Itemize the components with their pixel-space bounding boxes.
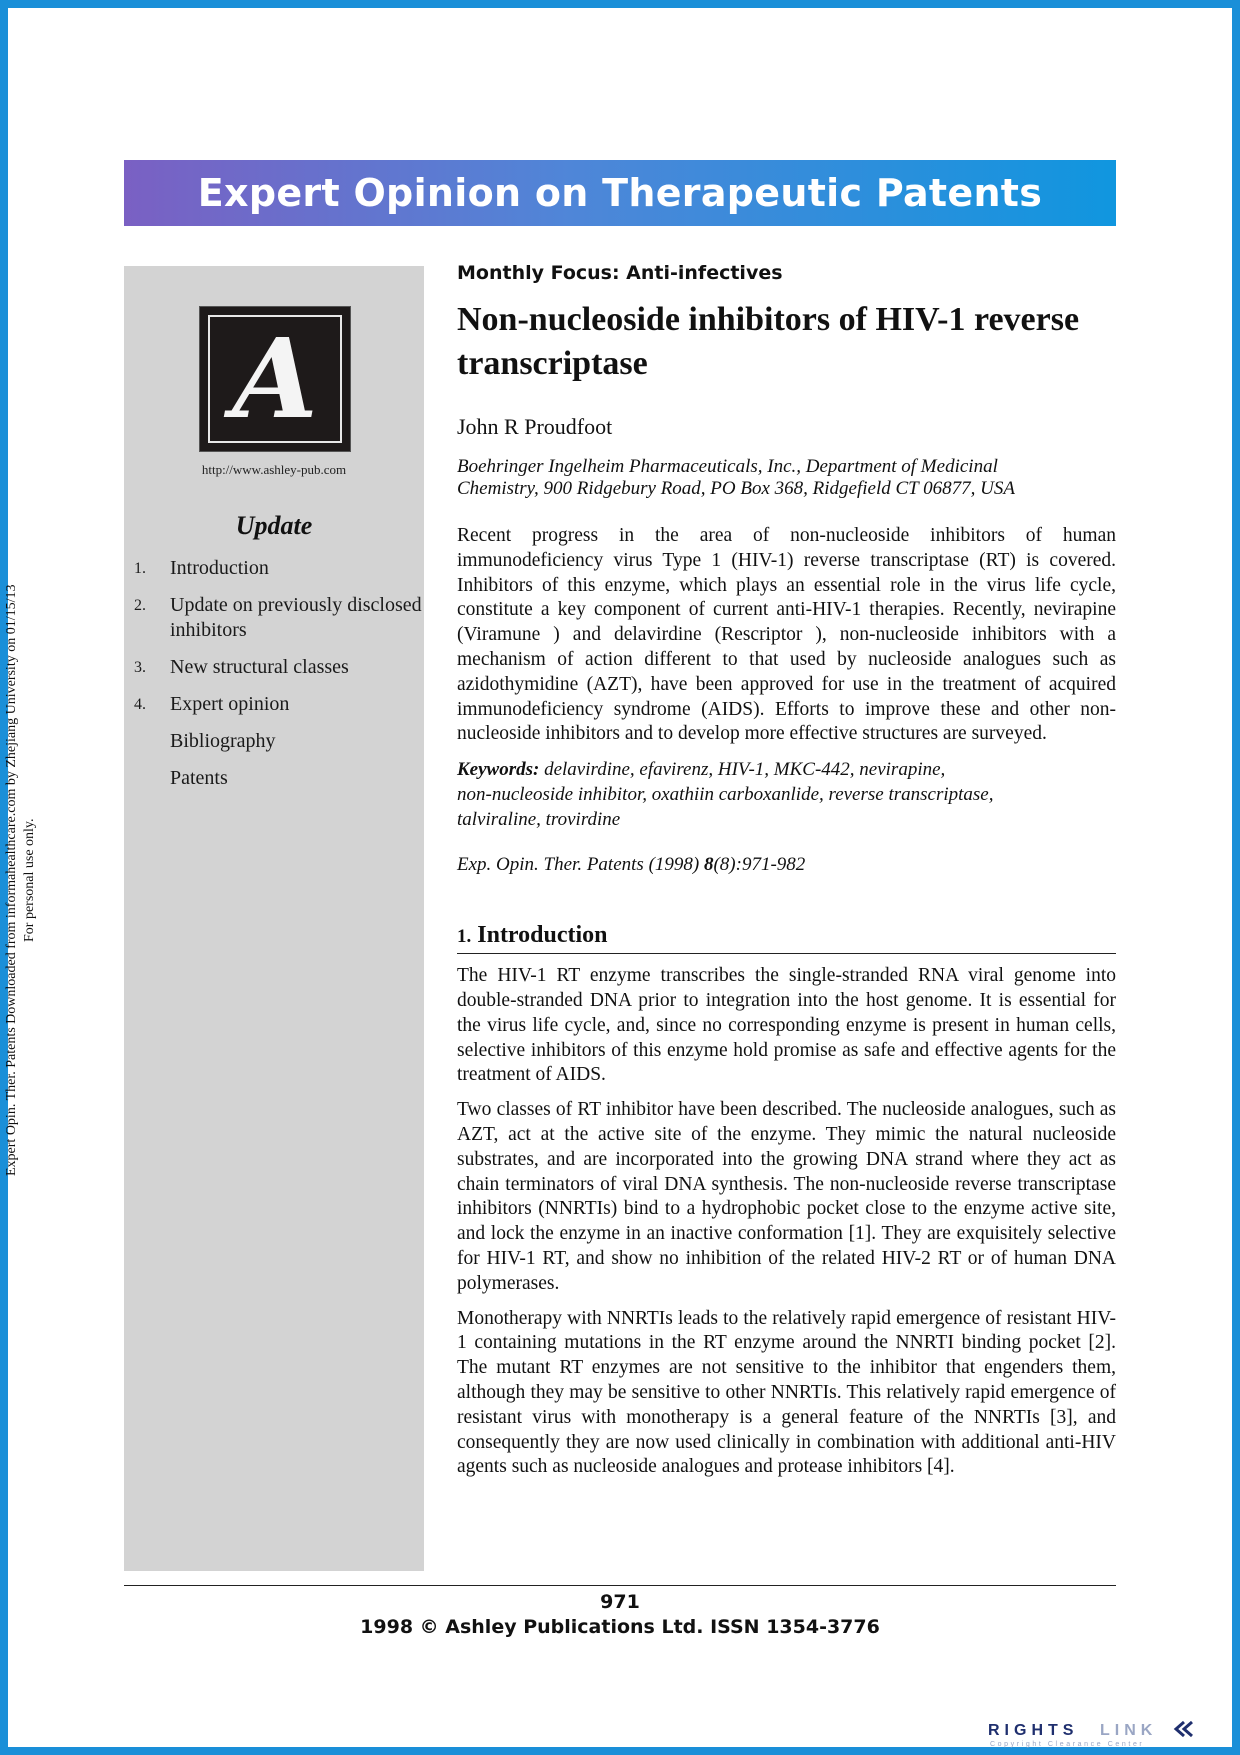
author-name: John R Proudfoot	[457, 414, 613, 439]
copyright-notice: 1998 © Ashley Publications Ltd. ISSN 1354-3776	[360, 1616, 880, 1638]
toc-item-number: 2.	[134, 597, 146, 614]
toc-item[interactable]	[134, 729, 424, 754]
download-notice	[3, 520, 47, 1240]
body-paragraph: Two classes of RT inhibitor have been described. The nucleoside analogues, such as AZT, act at the active site of the enzyme. They mimic the natural nucleoside substrates, and are incorporated into the growing DNA strand where they act as chain terminators of viral DNA synthesis. The non-nucleoside reverse transcriptase inhibitors (NNRTIs) bind to a hydrophobic pocket close to the enzyme active site, and lock the enzyme in an inactive conformation [1]. They are exquisitely selective for HIV-1 RT, and show no inhibition of the related HIV-2 RT or of human DNA polymerases.	[457, 1099, 1116, 1294]
publisher-url[interactable]: http://www.ashley-pub.com	[201, 462, 347, 477]
toc-item-label: Expert opinion	[170, 693, 290, 715]
journal-title: Expert Opinion on Therapeutic Patents	[197, 171, 1043, 215]
citation-journal: Exp. Opin. Ther. Patents (1998)	[457, 854, 704, 876]
article-title: Non-nucleoside inhibitors of HIV-1 reverse transcriptase	[457, 301, 1080, 382]
update-heading: Update	[235, 511, 313, 540]
table-of-contents	[134, 556, 424, 803]
citation-volume: 8	[703, 854, 714, 876]
toc-item[interactable]	[134, 766, 424, 791]
toc-item-number	[134, 766, 170, 791]
affiliation-line: Chemistry, 900 Ridgebury Road, PO Box 368, Ridgefield CT 06877, USA	[457, 478, 1015, 499]
toc-item-number	[134, 729, 170, 754]
rightslink-part1: RIGHTS	[988, 1722, 1079, 1739]
toc-item-label: Patents	[170, 767, 228, 789]
section-number: 1.	[457, 926, 472, 948]
rightslink-logo[interactable]	[988, 1718, 1198, 1748]
section-heading-introduction	[457, 922, 1116, 954]
page-number: 971	[600, 1591, 640, 1613]
keywords-line: talviraline, trovirdine	[457, 809, 621, 831]
rightslink-part2: LINK	[1100, 1722, 1158, 1739]
toc-item-number: 4.	[134, 696, 146, 713]
article-body	[457, 262, 1116, 1480]
toc-item-label: Introduction	[170, 557, 269, 579]
abstract: Recent progress in the area of non-nucleoside inhibitors of human immunodeficiency virus Type 1 (HIV-1) reverse transcriptase (RT) is covered. Inhibitors of this enzyme, which plays an essential role in the virus life cycle, constitute a key component of current anti-HIV-1 therapies. Recently, nevirapine (Viramune ) and delavirdine (Rescriptor ), non-nucleoside inhibitors with a mechanism of action different to that used by nucleoside analogues such as azidothymidine (AZT), have been approved for use in the treatment of acquired immunodeficiency syndrome (AIDS). Efforts to improve these and other non-nucleoside inhibitors and to develop more effective structures are surveyed.	[457, 525, 1116, 745]
citation	[457, 854, 1116, 876]
footer-divider	[124, 1585, 1116, 1586]
author-affiliation	[457, 456, 1116, 500]
keywords-line: non-nucleoside inhibitor, oxathiin carboxanlide, reverse transcriptase,	[457, 784, 994, 806]
toc-item-number: 3.	[134, 659, 146, 676]
toc-item[interactable]	[134, 692, 424, 717]
citation-pages: (8):971-982	[713, 854, 806, 876]
toc-item-number: 1.	[134, 560, 146, 577]
download-notice-line2: For personal use only.	[22, 818, 37, 942]
toc-item[interactable]	[134, 655, 424, 680]
download-notice-line1: Expert Opin. Ther. Patents Downloaded from informahealthcare.com by Zhejiang University on 01/15/13	[4, 584, 19, 1176]
section-title: Introduction	[477, 922, 608, 949]
toc-item[interactable]	[134, 556, 424, 581]
keywords-label: Keywords:	[457, 759, 540, 781]
keywords-line: delavirdine, efavirenz, HIV-1, MKC-442, nevirapine,	[544, 759, 946, 781]
toc-item-label: New structural classes	[170, 656, 349, 678]
rightslink-arrow-icon	[1176, 1722, 1192, 1736]
journal-banner	[124, 160, 1116, 226]
sidebar	[124, 266, 424, 1571]
logo-letter: A	[232, 314, 318, 443]
toc-item-label: Update on previously disclosed inhibitors	[170, 594, 422, 641]
toc-item-label: Bibliography	[170, 730, 276, 752]
body-paragraph: Monotherapy with NNRTIs leads to the relatively rapid emergence of resistant HIV-1 containing mutations in the RT enzyme around the NNRTI binding pocket [2]. The mutant RT enzymes are not sensitive to the inhibitor that engenders them, although they may be sensitive to other NNRTIs. This relatively rapid emergence of resistant virus with monotherapy is a general feature of the NNRTIs [3], and consequently they are now used clinically in combination with additional anti-HIV agents such as nucleoside analogues and protease inhibitors [4].	[457, 1307, 1116, 1478]
rightslink-tagline: Copyright Clearance Center	[990, 1741, 1145, 1748]
keywords	[457, 757, 1116, 832]
body-paragraph: The HIV-1 RT enzyme transcribes the single-stranded RNA viral genome into double-stranded DNA prior to integration into the host genome. It is essential for the virus life cycle, and, since no corresponding enzyme is present in human cells, selective inhibitors of this enzyme hold promise as safe and effective agents for the treatment of AIDS.	[457, 965, 1116, 1086]
monthly-focus: Monthly Focus: Anti-infectives	[457, 262, 783, 284]
logo-frame	[208, 315, 342, 443]
toc-item[interactable]	[134, 593, 424, 643]
publisher-logo	[199, 306, 351, 452]
affiliation-line: Boehringer Ingelheim Pharmaceuticals, Inc., Department of Medicinal	[457, 456, 998, 477]
